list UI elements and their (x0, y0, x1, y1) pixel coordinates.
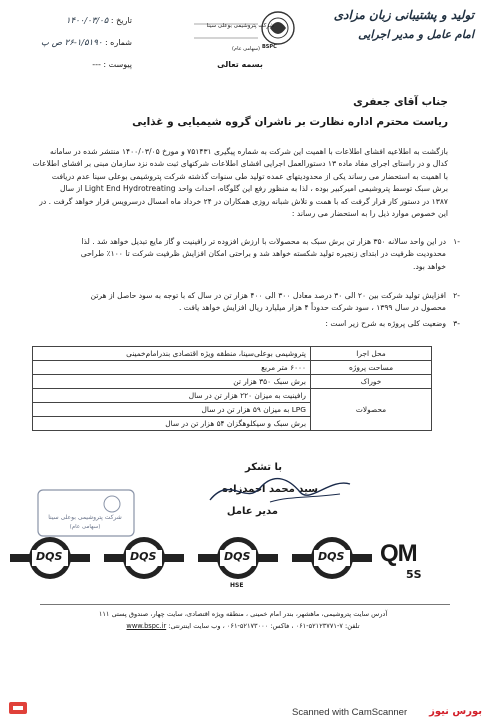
date-label: تاریخ : (110, 16, 132, 25)
cert-badge (292, 536, 372, 592)
thanks-text: با تشکر (245, 462, 282, 473)
intro-line: بازگشت به اطلاعیه افشای اطلاعات با اهمیت این شرکت به شماره پیگیری ۷۵۱۴۳۱ و مورخ ۱۴۰۰/۰۳/۰۵ منتشر شده در سامانه (50, 147, 448, 156)
company-subtitle: امام عامل و مدیر اجرایی (358, 28, 474, 41)
table-row (33, 361, 432, 375)
number-label: شماره : (104, 38, 132, 47)
table-key: خوراک (311, 375, 432, 389)
table-key: محل اجرا (311, 347, 432, 361)
point-line: محدودیت ظرفیت در ابتدای زنجیره تولید شکسته خواهد شد و براحتی امکان افزایش ظرفیت شرکت تا ۱۰۰٪ طراحی (80, 249, 446, 259)
intro-line: ۱۳۸۷ در دستور کار قرار گرفت که با همت و تلاش شبانه روزی همکاران در ۲۴ خرداد ماه امسال درسرویس قرار خواهد گرفت . در (39, 196, 448, 206)
point-1 (28, 236, 460, 273)
signer-name: سید محمد احمدزاده (222, 484, 318, 495)
website-link[interactable]: www.bspc.ir (126, 622, 167, 630)
table-value: برش سبک و سیکلوهگزان ۵۴ هزار تن در سال (33, 417, 311, 431)
cert-label: DQS (36, 550, 63, 563)
point-line: در این واحد سالانه ۳۵۰ هزار تن برش سبک به محصولات با ارزش افزوده تر رافینیت و گاز مایع تبدیل خواهد شد . لذا (81, 237, 446, 246)
intro-line: با اهمیت به استحضار می رساند یکی از محدودیتهای عمده تولید طی سنوات گذشته شرکت پتروشیمی بوعلی سینا عدم دریافت (51, 171, 448, 181)
attachment-row (22, 60, 132, 69)
table-key: مساحت پروژه (311, 361, 432, 375)
number-row (22, 38, 132, 48)
logo-sub: (سهامی عام) (232, 46, 260, 52)
addressee-title: ریاست محترم اداره نظارت بر ناشران گروه شیمیایی و غذایی (132, 116, 448, 128)
project-table (32, 346, 432, 431)
cert-label: DQS (318, 550, 345, 563)
number-value: ۱/۵۱۹۰-۲۶ ص پ (40, 38, 103, 48)
camscanner-icon (8, 700, 28, 716)
footer-contact (38, 622, 448, 630)
cert-label: DQS (130, 550, 157, 563)
point-line: محصول در سال ۱۳۹۹ ، سود شرکت حدوداً ۴ هزار میلیارد ریال افزایش خواهد یافت . (178, 303, 446, 313)
addressee: جناب آقای جعفری (353, 96, 448, 108)
table-row (33, 347, 432, 361)
logo-mark: BSPC (262, 44, 277, 50)
watermark-text: بورس نیوز (429, 706, 482, 717)
cert-badge (10, 536, 90, 592)
date-row (22, 16, 132, 26)
stamp-text: شرکت پتروشیمی بوعلی سینا (48, 514, 122, 521)
table-value: LPG به میزان ۵۹ هزار تن در سال (33, 403, 311, 417)
intro-line: کدال و در راستای اجرای مفاد ماده ۱۳ دستورالعمل اجرایی افشای اطلاعات شرکتهای ثبت شده نزد سازمان مبنی بر افشای اطلاعات (32, 159, 448, 169)
date-value: ۱۴۰۰/۰۳/۰۵ (66, 16, 109, 26)
attachment-value: --- (92, 60, 101, 69)
footer-contact-text: تلفن: ۷-۵۲۱۲۳۷۷۱-۰۶۱ ، فاکس: ۵۲۱۷۳۰۰۰-۰۶۱ ، وب سایت اینترنتی: (168, 622, 360, 630)
point-number: -۱ (453, 237, 460, 246)
table-value: رافینیت به میزان ۲۲۰ هزار تن در سال (33, 389, 311, 403)
intro-line: برش سبک توسط پتروشیمی امیرکبیر بوده ، لذا به منظور رفع این گلوگاه، احداث واحد Light End Hydrotreating از سال (59, 184, 448, 194)
cert-sub: HSE (230, 582, 244, 589)
motto: بسمه تعالی (217, 60, 263, 69)
point-3 (28, 318, 460, 330)
cert-label: DQS (224, 550, 251, 563)
signer-title: مدیر عامل (226, 506, 278, 517)
table-value: پتروشیمی بوعلی‌سینا، منطقه ویژه اقتصادی بندرامام‌خمینی (33, 347, 311, 361)
point-line: وضعیت کلی پروژه به شرح زیر است : (325, 319, 446, 328)
point-number: -۳ (453, 319, 460, 328)
attachment-label: پیوست : (103, 60, 132, 69)
cert-badge (104, 536, 184, 592)
qm-label: QM (380, 540, 417, 567)
company-name: تولید و پشتیبانی زبان مزادی (333, 8, 474, 22)
point-line: خواهد بود. (413, 261, 446, 271)
intro-paragraph (28, 146, 448, 220)
company-logo (190, 8, 300, 58)
qm-badge (380, 540, 450, 592)
scan-text: Scanned with CamScanner (292, 707, 408, 718)
table-value: برش سبک ۳۵۰ هزار تن (33, 375, 311, 389)
point-number: -۲ (453, 291, 460, 300)
logo-caption: شرکت پتروشیمی بوعلی سینا (206, 23, 274, 29)
table-row (33, 375, 432, 389)
intro-line: این خصوص موارد ذیل را به استحضار می رساند : (291, 209, 448, 219)
table-value: ۶۰۰۰ متر مربع (33, 361, 311, 375)
cert-badge (198, 536, 278, 592)
footer-address: آدرس سایت پتروشیمی، ماهشهر، بندر امام خمینی ، منطقه ویژه اقتصادی، سایت چهار، صندوق پستی ۱۱۱ (98, 610, 388, 618)
stamp-icon (36, 488, 136, 538)
table-row (33, 389, 432, 403)
camscanner-logo (8, 700, 28, 716)
footer-rule (40, 604, 450, 605)
stamp-sub: (سهامی عام) (69, 524, 101, 530)
point-line: افزایش تولید شرکت بین ۲۰ الی ۳۰ درصد معادل ۳۰۰ الی ۴۰۰ هزار تن در سال که با توجه به سود حاصل از هرتن (90, 291, 446, 300)
qm-sub: 5S (406, 568, 422, 581)
table-key: محصولات (311, 389, 432, 431)
point-2 (28, 290, 460, 315)
cert-row (10, 536, 480, 596)
company-stamp (36, 488, 136, 538)
signature-icon (200, 470, 360, 510)
